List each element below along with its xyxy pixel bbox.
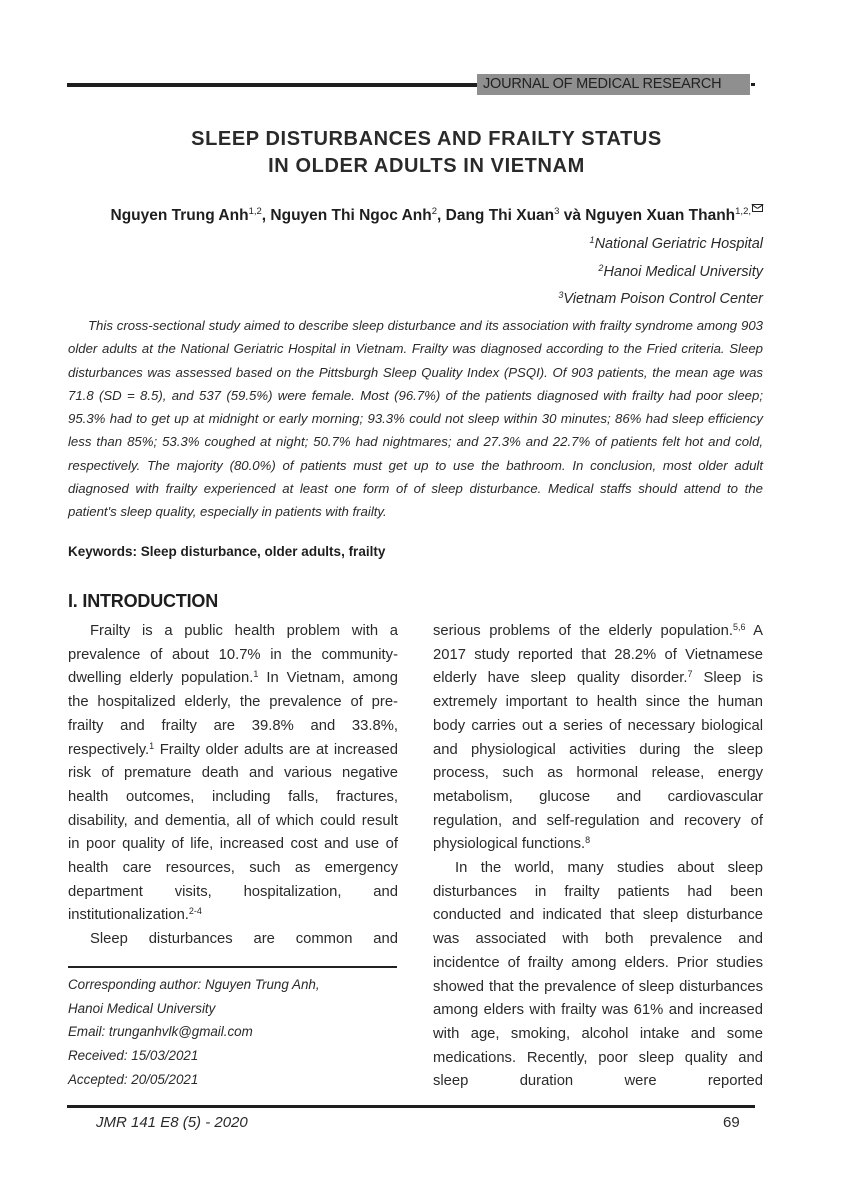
- affiliation-text: Vietnam Poison Control Center: [563, 291, 763, 307]
- citation-sup: 8: [585, 835, 591, 846]
- envelope-icon: [752, 204, 763, 212]
- author-list: [111, 204, 764, 225]
- citation-sup: 5,6: [732, 622, 746, 632]
- affiliation-item: [558, 257, 763, 285]
- author-name: Dang Thi Xuan: [445, 207, 555, 224]
- affiliation-text: National Geriatric Hospital: [594, 236, 763, 252]
- author-affiliation-sup: 1,2: [248, 206, 262, 217]
- footnote-rule: [68, 966, 397, 968]
- text-run: A 2017 study reported that 28.2% of Vietnamese elderly have sleep quality disorder.: [433, 623, 763, 687]
- section-heading-introduction: I. INTRODUCTION: [68, 591, 218, 611]
- author-separator: ,: [261, 207, 271, 224]
- title-line-2: IN OLDER ADULTS IN VIETNAM: [268, 155, 585, 177]
- intro-paragraph-2-continued: [433, 620, 763, 857]
- citation-sup: 1: [253, 669, 259, 680]
- affiliation-text: Hanoi Medical University: [603, 263, 763, 280]
- corresponding-email: Email: trunganhvlk@gmail.com: [68, 1024, 253, 1040]
- citation-sup: 2-4: [188, 906, 202, 917]
- left-column: [68, 620, 398, 952]
- title-line-1: SLEEP DISTURBANCES AND FRAILTY STATUS: [191, 128, 662, 150]
- footer-citation: JMR 141 E8 (5) - 2020: [96, 1114, 248, 1131]
- text-run: Sleep is extremely important to health since the human body carries out a series of necessary biological and physiological activities during the sleep process, such as hormonal release, energy metabolism, glucose and cardiovascular regulation, and self-regulation and recovery of physiological functions.: [433, 670, 763, 853]
- affiliation-sup: 3: [558, 290, 564, 300]
- header-rule-end: [751, 83, 755, 86]
- text-run: Frailty is a public health problem with a prevalence of about 10.7% in the community-dwelling elderly population.: [68, 623, 398, 687]
- author-name: Nguyen Thi Ngoc Anh: [270, 207, 432, 224]
- author-affiliation-sup: 2: [431, 206, 438, 217]
- text-run: serious problems of the elderly population.: [433, 623, 733, 639]
- intro-paragraph-3: In the world, many studies about sleep disturbances in frailty patients had been conducted and indicated that sleep disturbance was associated with both prevalence and incidentce of frailty among elders. Prior studies showed that the prevalence of sleep disturbances among elders with frailty was 61% and increased with age, smoking, alcohol intake and some medications. Recently, poor sleep quality and sleep duration were reported: [433, 860, 763, 1090]
- right-column: [433, 620, 763, 1094]
- citation-sup: 7: [687, 669, 693, 680]
- correspondence-footnote: [68, 973, 320, 1092]
- article-title: [0, 126, 853, 180]
- corresponding-author: Corresponding author: Nguyen Trung Anh,: [68, 977, 320, 992]
- text-run: Sleep disturbances are common and: [90, 931, 398, 948]
- header-rule: [67, 83, 477, 87]
- author-affiliation-sup: 1,2,: [735, 206, 751, 217]
- author-separator: và: [559, 207, 586, 224]
- intro-paragraph-1: [68, 620, 398, 928]
- page-number: 69: [723, 1114, 740, 1131]
- accepted-date: Accepted: 20/05/2021: [68, 1071, 199, 1087]
- footer-rule: [67, 1105, 755, 1108]
- received-date: Received: 15/03/2021: [68, 1048, 199, 1064]
- affiliation-item: [558, 284, 763, 312]
- journal-name-tag: JOURNAL OF MEDICAL RESEARCH: [477, 74, 750, 95]
- affiliation-sup: 2: [598, 262, 604, 273]
- corresponding-institution: Hanoi Medical University: [68, 1000, 216, 1016]
- author-name: Nguyen Trung Anh: [110, 207, 249, 224]
- text-run: In Vietnam, among the hospitalized elderly, the prevalence of pre-frailty and frailty are 39.8% and 33.8%, respectively.: [68, 670, 398, 758]
- abstract: This cross-sectional study aimed to describe sleep disturbance and its association with frailty syndrome among 903 older adults at the National Geriatric Hospital in Vietnam. Frailty was diagnosed according to the Fried criteria. Sleep disturbances was assessed based on the Pittsburgh Sleep Quality Index (PSQI). Of 903 patients, the mean age was 71.8 (SD = 8.5), and 537 (59.5%) were female. Most (96.7%) of the patients diagnosed with frailty had poor sleep; 95.3% had to get up at midnight or early morning; 93.3% could not sleep within 30 minutes; 86% had sleep efficiency less than 85%; 53.3% coughed at night; 50.7% had nightmares; and 27.3% and 22.7% of patients felt hot and cold, respectively. The majority (80.0%) of patients must get up to use the bathroom. In conclusion, most older adult diagnosed with frailty experienced at least one form of of sleep disturbance. Medical staffs should attend to the patient's sleep quality, especially in patients with frailty.: [68, 318, 763, 520]
- intro-paragraph-2-start: [68, 928, 398, 952]
- text-run: Frailty older adults are at increased risk of premature death and various negative health outcomes, including falls, fractures, disability, and dementia, all of which could result in poor quality of life, increased cost and use of health care resources, such as emergency department visits, hospitalization, and institutionalization.: [68, 741, 398, 924]
- affiliation-list: [558, 229, 763, 312]
- author-affiliation-sup: 3: [554, 206, 560, 217]
- author-name: Nguyen Xuan Thanh: [585, 207, 736, 224]
- affiliation-sup: 1: [589, 235, 595, 245]
- affiliation-item: [558, 229, 763, 257]
- keywords: Keywords: Sleep disturbance, older adults, frailty: [68, 544, 386, 559]
- citation-sup: 1: [149, 740, 155, 751]
- author-separator: ,: [437, 207, 446, 224]
